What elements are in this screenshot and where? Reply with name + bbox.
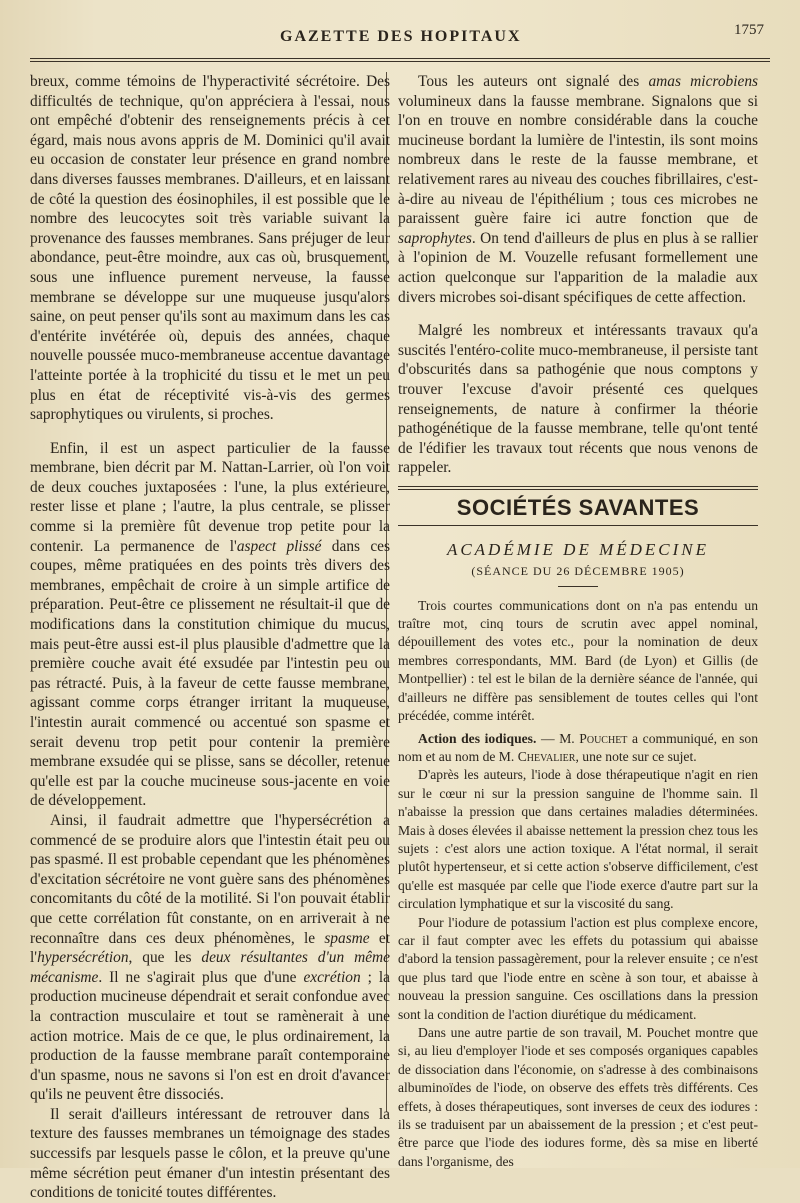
paragraph: Trois courtes communications dont on n'a pas entendu un traître mot, cinq tours de scrutin avec appel nominal, dépouillement des votes etc., pour la nomination de deux membres correspondants, MM. Bard (de Lyon) et Gillis (de Montpellier) : tel est le bilan de la dernière séance de l'année, qui d'ailleurs ne diffère pas sensiblement de toutes celles qui l'ont précédée, comme intérêt. [398, 597, 758, 724]
paragraph: Dans une autre partie de son travail, M. Pouchet montre que si, au lieu d'employer l'iode et ses composés organiques capables de dissociation dans l'économie, on s'adresse à des combinaisons albuminoïdes de l'iode, on observe des effets très différents. Ces effets, à doses thérapeutiques, sont inverses de ceux des iodures : ils se traduisent par un abaissement de la pression ; et c'est peut-être parce que l'iode des iodures forme, dès sa mise en liberté dans l'organisme, des [398, 1025, 758, 1169]
header-rule [30, 58, 770, 62]
paragraph: Pour l'iodure de potassium l'action est plus complexe encore, car il faut compter avec les effets du potassium qui abaisse d'abord la tension passagèrement, pour la relever ensuite ; ce n'est que plus tard que l'iode entre en scène à son tour, et abaisse à nouveau la pression sanguine. Ces oscillations dans la pression sont la condition de l'action diurétique du médicament. [398, 914, 758, 1022]
running-head [0, 22, 800, 52]
paragraph: breux, comme témoins de l'hyperactivité sécrétoire. Des difficultés de technique, qu'on appréciera à l'essai, nous ont empêché d'obtenir des renseignements précis à cet égard, mais nous avons appris de M. Dominici qu'il avait eu occasion de constater leur présence en grand nombre dans diverses fausses membranes. D'ailleurs, et en laissant de côté la question des éosinophiles, il est possible que le nombre des leucocytes soit très variable suivant la provenance des fausses membranes. Sans préjuger de leur abondance, peut-être moindre, aux cas où, brusquement, sous une influence purement nerveuse, la fausse membrane se développe sur une muqueuse jusqu'alors saine, on peut penser qu'ils sont au maximum dans les cas d'entérite invétérée où, depuis des années, chaque nouvelle poussée muco-membraneuse accentue davantage l'atteinte portée à la trophicité du tissu et le met un peu plus en état de réceptivité vis-à-vis des germes saprophytiques ou virulents, si proches. [30, 73, 390, 424]
section-title: SOCIÉTÉS SAVANTES [456, 494, 700, 520]
paragraph: Tous les auteurs ont signalé des amas microbiens volumineux dans la fausse membrane. Signalons que si l'on en trouve en nombre considérable dans la couche mucineuse bordant la lumière de l'intestin, ils sont moins nombreux dans le reste de la fausse membrane, et relativement rares au niveau des couches fibrillaires, c'est-à-dire au niveau de l'épithélium ; tous ces microbes ne paraissent guère faire ici autre fonction que de saprophytes. On tend d'ailleurs de plus en plus à se rallier à l'opinion de M. Vouzelle refusant formellement une action quelconque sur l'apparition de la maladie aux divers microbes soi-disant spécifiques de cette affection. [398, 73, 759, 306]
journal-title: GAZETTE DES HOPITAUX [280, 28, 522, 45]
paragraph: Enfin, il est un aspect particulier de la fausse membrane, bien décrit par M. Nattan-Larrier, où l'on voit de deux couches juxtaposées : l'une, la plus extérieure, rester lisse et plane ; l'autre, la plus centrale, se plisser comme si la première fût devenue trop petite pour la contenir. La permanence de l'aspect plissé dans ces coupes, même pratiquées en des points très divers des membranes, empêchait de croire à un simple artifice de préparation. Peut-être ce plissement ne résultait-il que de modifications dans la constitution chimique du mucus, mais peut-être aussi est-il plus plausible d'admettre que la première couche avait été exsudée par l'intestin peu ou pas rétracté. Puis, à la faveur de cette fausse membrane, agissant comme corps étranger irritant la muqueuse, l'intestin aurait commencé ou accentué son spasme et serait devenu trop petit pour contenir la première membrane exsudée qui se plisse, sans se décoller, retenue qu'elle est par la couche mucineuse sous-jacente en voie de développement. [30, 439, 390, 810]
run-in-heading: Action des iodiques. [418, 730, 537, 746]
paragraph: Ainsi, il faudrait admettre que l'hypersécrétion a commencé de se produire alors que l'intestin était peu ou pas spasmé. Il est probable cependant que les phénomènes d'excitation sécrétoire ne vont guère sans des phénomènes concomitants du côté de la motilité. Si l'on pouvait établir que cette corrélation fût constante, on en arriverait à ne reconnaître dans ces deux phénomènes, le spasme et l'hypersécrétion, que les deux résultantes d'un même mécanisme. Il ne s'agirait plus que d'une excrétion ; la production mucineuse dépendrait et serait confondue avec la contraction musculaire et tout se ramènerait à une action motrice. Mais de ce que, le plus ordinairement, la production de la fausse membrane paraît contemporaine d'un spasme, nous ne savons si l'on est en droit d'avancer qu'ils ne peuvent être dissociés. [30, 811, 390, 1104]
right-column [398, 72, 758, 1171]
paragraph: D'après les auteurs, l'iode à dose thérapeutique n'agit en rien sur le cœur ni sur la pression sanguine de l'homme sain. Il n'abaisse la pression que dans certaines maladies déterminées. Mais à doses élevées il abaisse nettement la pression chez tous les sujets : c'est alors une action toxique. A l'état normal, il serait plutôt hypertenseur, et si cette action s'observe difficilement, c'est qu'elle est masquée par celle que l'iode exerce d'autre part sur la circulation lymphatique et sur la viscosité du sang. [398, 767, 758, 912]
paragraph: Il serait d'ailleurs intéressant de retrouver dans la texture des fausses membranes un témoignage des stades successifs par lesquels passe le côlon, et la preuve qu'une même sécrétion peut émaner d'un intestin présentant des conditions de tonicité toutes différentes. [30, 1105, 390, 1202]
academy-heading: ACADÉMIE DE MÉDECINE [446, 540, 710, 560]
section-rule [398, 525, 758, 526]
paragraph: Malgré les nombreux et intéressants travaux qu'a suscités l'entéro-colite muco-membraneuse, il persiste tant d'obscurités dans sa pathogénie que nous comptons y trouver l'excuse d'avoir présenté ces quelques renseignements, de nature à confirmer la théorie pathogénétique de la fausse membrane, telle qu'ont tenté de l'édifier les travaux tout récents que nous venons de rappeler. [398, 322, 758, 477]
paragraph: Action des iodiques. — M. Pouchet a communiqué, en son nom et au nom de M. Chevalier, une note sur ce sujet. [398, 730, 758, 764]
left-column [30, 72, 390, 1203]
section-rule [398, 486, 758, 490]
academy-report [398, 597, 758, 1172]
short-rule [558, 586, 598, 587]
page-number: 1757 [734, 22, 764, 38]
session-date: (SÉANCE DU 26 DÉCEMBRE 1905) [471, 564, 685, 579]
